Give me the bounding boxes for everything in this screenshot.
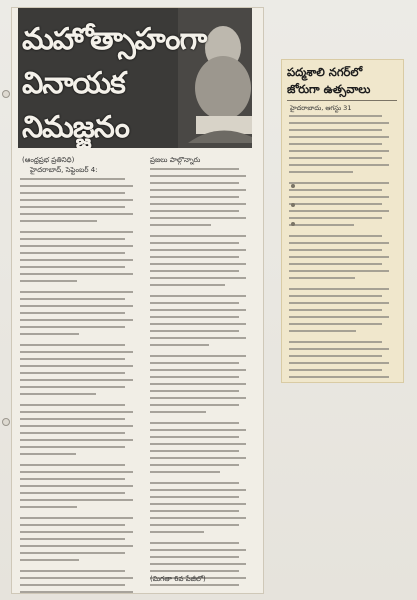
text-line	[150, 556, 239, 558]
text-line	[20, 471, 133, 473]
text-line	[289, 171, 353, 173]
text-line	[289, 369, 382, 371]
text-line	[289, 196, 389, 198]
text-line	[150, 263, 246, 265]
text-line	[20, 439, 133, 441]
text-line	[20, 418, 125, 420]
text-line	[150, 355, 246, 357]
text-line	[20, 524, 125, 526]
text-line	[150, 549, 246, 551]
text-line	[20, 351, 133, 353]
left-article-column-2	[150, 168, 253, 591]
continued-note: (మిగతా 6వ పేజీలో)	[150, 575, 206, 583]
text-line	[20, 252, 125, 254]
text-line	[20, 393, 96, 395]
text-line	[20, 358, 125, 360]
text-line	[150, 362, 239, 364]
photo-caption: ప్రజలు పాల్గొన్నారు	[150, 156, 201, 164]
text-line	[289, 217, 382, 219]
headline-photo-block	[18, 8, 252, 148]
text-line	[289, 224, 354, 226]
text-line	[150, 390, 239, 392]
text-line	[20, 238, 125, 240]
text-line	[289, 143, 382, 145]
text-line	[150, 249, 246, 251]
text-line	[150, 203, 246, 205]
text-line	[20, 404, 125, 406]
text-line	[289, 316, 389, 318]
text-line	[20, 506, 77, 508]
text-line	[20, 231, 133, 233]
text-line	[150, 404, 239, 406]
text-line	[20, 298, 125, 300]
text-line	[20, 192, 125, 194]
text-line	[150, 182, 239, 184]
right-headline-line-2: జోరుగా ఉత్సవాలు	[287, 82, 371, 96]
text-line	[289, 277, 355, 279]
text-line	[20, 326, 125, 328]
text-line	[150, 217, 246, 219]
text-line	[20, 305, 133, 307]
text-line	[20, 245, 133, 247]
text-line	[20, 446, 125, 448]
text-line	[150, 397, 246, 399]
text-line	[20, 379, 133, 381]
text-line	[150, 323, 246, 325]
text-line	[150, 256, 239, 258]
text-line	[150, 337, 246, 339]
byline: (ఆంధ్రప్రభ ప్రతినిధి)	[22, 156, 75, 164]
text-line	[20, 344, 125, 346]
bullet-mark	[291, 222, 295, 226]
text-line	[20, 333, 79, 335]
text-line	[20, 411, 133, 413]
text-line	[150, 489, 246, 491]
text-line	[289, 270, 389, 272]
text-line	[150, 570, 239, 572]
text-line	[150, 295, 246, 297]
binder-hole	[2, 90, 10, 98]
text-line	[150, 464, 239, 466]
left-headline	[22, 18, 247, 148]
text-line	[20, 577, 133, 579]
text-line	[289, 122, 389, 124]
text-line	[150, 235, 246, 237]
text-line	[20, 478, 125, 480]
text-line	[289, 362, 389, 364]
text-line	[289, 302, 389, 304]
text-line	[20, 266, 125, 268]
binder-hole	[2, 418, 10, 426]
text-line	[150, 168, 239, 170]
text-line	[150, 309, 246, 311]
text-line	[150, 270, 239, 272]
text-line	[20, 559, 79, 561]
text-line	[150, 503, 246, 505]
right-article-column	[289, 115, 397, 383]
text-line	[150, 302, 239, 304]
text-line	[289, 348, 389, 350]
text-line	[289, 330, 356, 332]
text-line	[289, 249, 382, 251]
text-line	[150, 344, 209, 346]
text-line	[150, 482, 239, 484]
text-line	[20, 485, 133, 487]
text-line	[20, 425, 133, 427]
text-line	[150, 422, 239, 424]
right-dateline: హైదరాబాదు, ఆగస్టు 31	[290, 104, 352, 112]
text-line	[150, 542, 239, 544]
text-line	[20, 220, 97, 222]
text-line	[20, 372, 125, 374]
text-line	[289, 157, 382, 159]
text-line	[289, 129, 382, 131]
text-line	[20, 464, 125, 466]
text-line	[20, 365, 133, 367]
text-line	[150, 457, 246, 459]
text-line	[150, 210, 239, 212]
text-line	[20, 453, 76, 455]
text-line	[289, 256, 389, 258]
bullet-mark	[291, 203, 295, 207]
text-line	[150, 471, 220, 473]
headline-line-3: నిమజ్జనం	[22, 110, 129, 145]
text-line	[150, 330, 239, 332]
text-line	[150, 383, 246, 385]
text-line	[289, 242, 389, 244]
text-line	[20, 538, 125, 540]
text-line	[20, 591, 133, 593]
headline-line-2: వినాయక	[22, 66, 125, 101]
text-line	[20, 386, 125, 388]
text-line	[289, 210, 389, 212]
text-line	[150, 411, 206, 413]
text-line	[20, 492, 125, 494]
text-line	[20, 570, 125, 572]
text-line	[20, 499, 133, 501]
bullet-mark	[291, 184, 295, 188]
text-line	[150, 277, 246, 279]
text-line	[20, 584, 125, 586]
text-line	[150, 436, 239, 438]
text-line	[150, 510, 239, 512]
text-line	[20, 432, 125, 434]
text-line	[150, 429, 246, 431]
text-line	[150, 517, 246, 519]
text-line	[289, 182, 389, 184]
left-article-column-1	[20, 178, 142, 598]
text-line	[20, 213, 133, 215]
text-line	[150, 443, 246, 445]
right-headline-line-1: పద్మశాలి నగర్‌లో	[287, 65, 363, 79]
text-line	[150, 196, 239, 198]
text-line	[150, 242, 239, 244]
dateline: హైదరాబాద్, సెప్టెంబర్ 4:	[30, 166, 98, 174]
text-line	[289, 288, 389, 290]
text-line	[20, 552, 125, 554]
text-line	[289, 376, 389, 378]
text-line	[20, 280, 77, 282]
text-line	[20, 206, 125, 208]
text-line	[289, 235, 382, 237]
text-line	[20, 273, 133, 275]
text-line	[20, 545, 133, 547]
text-line	[150, 531, 204, 533]
text-line	[20, 185, 133, 187]
text-line	[150, 175, 246, 177]
text-line	[150, 524, 239, 526]
text-line	[150, 316, 239, 318]
text-line	[289, 341, 382, 343]
text-line	[20, 531, 133, 533]
text-line	[150, 284, 225, 286]
text-line	[289, 164, 389, 166]
text-line	[150, 224, 211, 226]
text-line	[20, 517, 133, 519]
headline-line-1: మహోత్సాహంగా	[22, 22, 207, 57]
text-line	[289, 355, 382, 357]
text-line	[289, 323, 382, 325]
text-line	[289, 295, 382, 297]
text-line	[150, 563, 246, 565]
text-line	[20, 319, 133, 321]
text-line	[20, 291, 133, 293]
text-line	[289, 115, 382, 117]
text-line	[20, 199, 133, 201]
text-line	[289, 309, 382, 311]
text-line	[150, 189, 246, 191]
text-line	[20, 178, 125, 180]
text-line	[289, 136, 389, 138]
text-line	[20, 312, 125, 314]
text-line	[289, 189, 382, 191]
right-headline-rule	[287, 100, 397, 101]
text-line	[150, 369, 246, 371]
text-line	[289, 150, 389, 152]
text-line	[150, 450, 239, 452]
text-line	[150, 376, 239, 378]
text-line	[150, 496, 239, 498]
right-headline	[287, 64, 399, 98]
text-line	[20, 259, 133, 261]
text-line	[289, 263, 382, 265]
text-line	[289, 203, 382, 205]
